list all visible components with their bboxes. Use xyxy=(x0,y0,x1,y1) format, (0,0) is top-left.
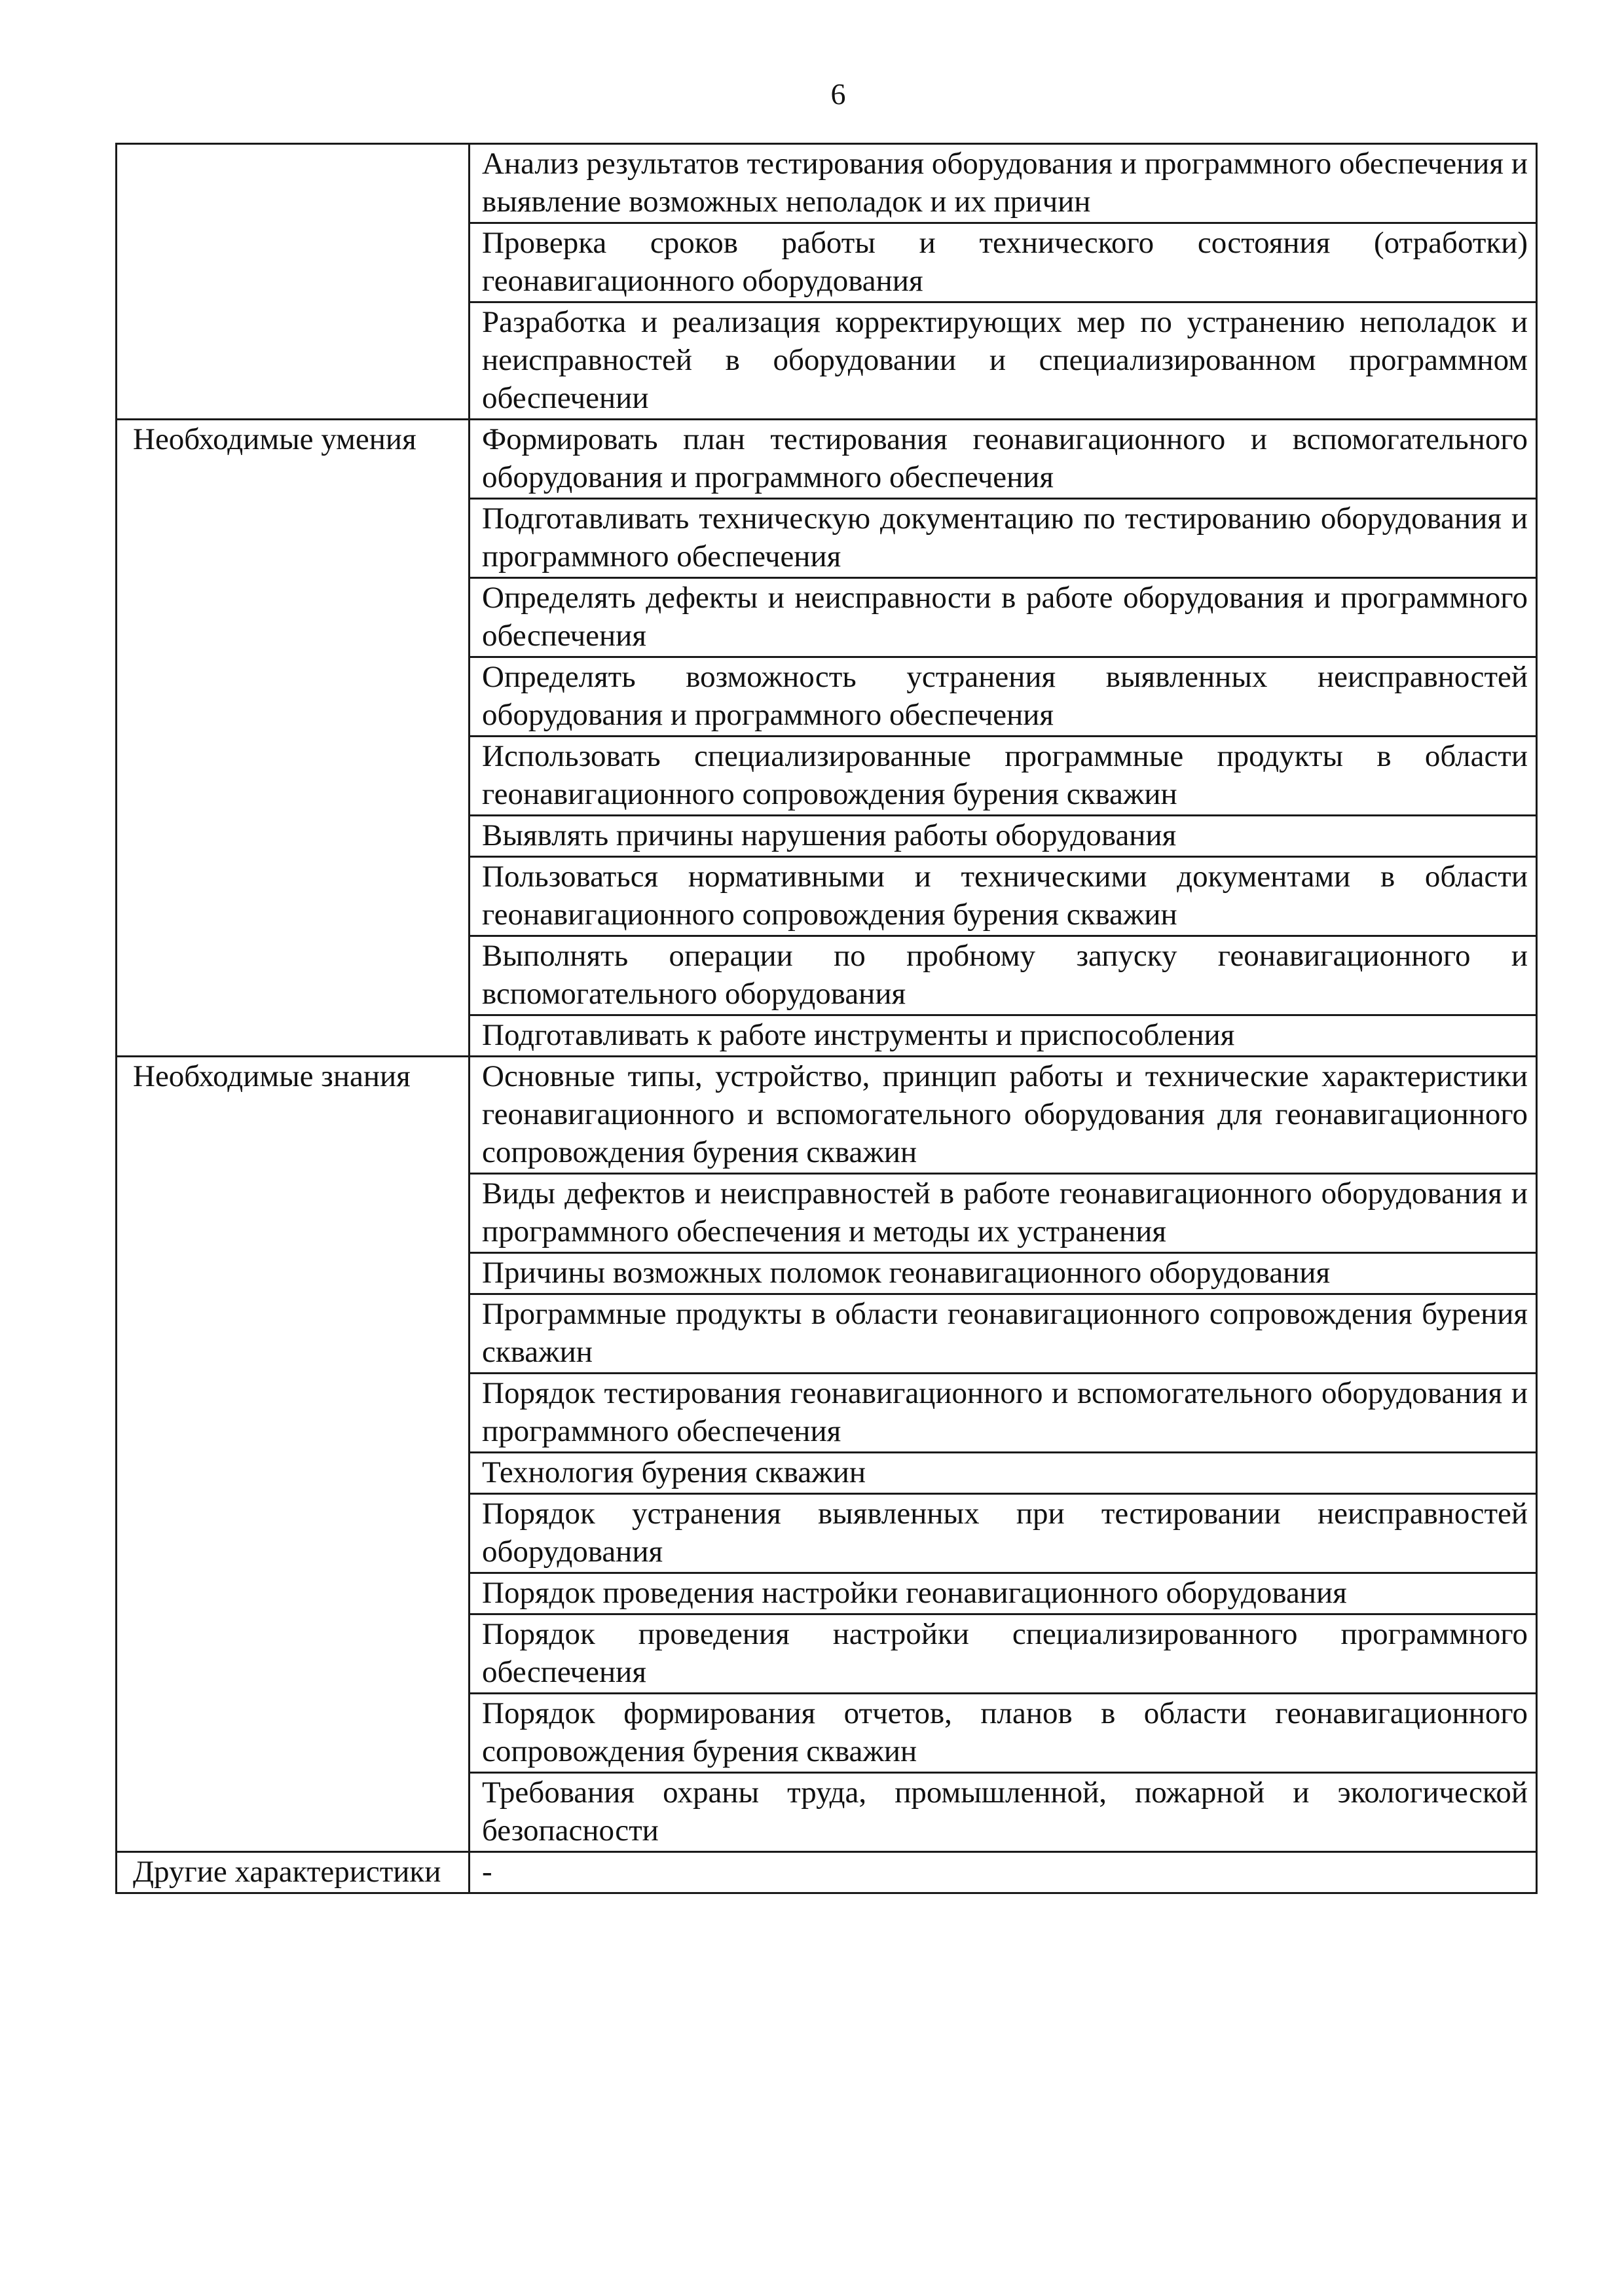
competency-table-body xyxy=(117,144,1537,1893)
section-item-cell: Порядок формирования отчетов, планов в области геонавигационного сопровождения бурения скважин xyxy=(470,1694,1537,1773)
section-item-cell: Подготавливать техническую документацию по тестированию оборудования и программного обеспечения xyxy=(470,499,1537,578)
section-label-cell: Необходимые знания xyxy=(117,1057,470,1852)
section-item-cell: Пользоваться нормативными и техническими документами в области геонавигационного сопровождения бурения скважин xyxy=(470,857,1537,936)
competency-table xyxy=(115,143,1538,1894)
section-item-cell: - xyxy=(470,1852,1537,1893)
section-item-cell: Разработка и реализация корректирующих мер по устранению неполадок и неисправностей в оборудовании и специализированном программном обеспечении xyxy=(470,302,1537,420)
section-item-cell: Определять дефекты и неисправности в работе оборудования и программного обеспечения xyxy=(470,578,1537,657)
section-item-cell: Порядок тестирования геонавигационного и вспомогательного оборудования и программного обеспечения xyxy=(470,1374,1537,1453)
section-label-cell xyxy=(117,144,470,420)
section-item-cell: Программные продукты в области геонавигационного сопровождения бурения скважин xyxy=(470,1294,1537,1374)
section-item-cell: Проверка сроков работы и технического состояния (отработки) геонавигационного оборудования xyxy=(470,223,1537,302)
section-label-cell: Необходимые умения xyxy=(117,420,470,1057)
section-item-cell: Определять возможность устранения выявленных неисправностей оборудования и программного обеспечения xyxy=(470,657,1537,737)
section-label-cell: Другие характеристики xyxy=(117,1852,470,1893)
page-number: 6 xyxy=(830,77,846,111)
section-item-cell: Порядок проведения настройки специализированного программного обеспечения xyxy=(470,1614,1537,1694)
section-item-cell: Порядок проведения настройки геонавигационного оборудования xyxy=(470,1573,1537,1614)
section-item-cell: Использовать специализированные программные продукты в области геонавигационного сопровождения бурения скважин xyxy=(470,737,1537,816)
table-row xyxy=(117,1057,1537,1174)
section-item-cell: Виды дефектов и неисправностей в работе геонавигационного оборудования и программного обеспечения и методы их устранения xyxy=(470,1174,1537,1253)
table-row xyxy=(117,144,1537,223)
section-item-cell: Причины возможных поломок геонавигационного оборудования xyxy=(470,1253,1537,1294)
section-item-cell: Анализ результатов тестирования оборудования и программного обеспечения и выявление возможных неполадок и их причин xyxy=(470,144,1537,223)
table-row xyxy=(117,420,1537,499)
section-item-cell: Подготавливать к работе инструменты и приспособления xyxy=(470,1015,1537,1057)
section-item-cell: Выполнять операции по пробному запуску геонавигационного и вспомогательного оборудования xyxy=(470,936,1537,1015)
section-item-cell: Выявлять причины нарушения работы оборудования xyxy=(470,816,1537,857)
table-row xyxy=(117,1852,1537,1893)
section-item-cell: Формировать план тестирования геонавигационного и вспомогательного оборудования и программного обеспечения xyxy=(470,420,1537,499)
section-item-cell: Технология бурения скважин xyxy=(470,1453,1537,1494)
section-item-cell: Порядок устранения выявленных при тестировании неисправностей оборудования xyxy=(470,1494,1537,1573)
section-item-cell: Основные типы, устройство, принцип работы и технические характеристики геонавигационного и вспомогательного оборудования для геонавигационного сопровождения бурения скважин xyxy=(470,1057,1537,1174)
section-item-cell: Требования охраны труда, промышленной, пожарной и экологической безопасности xyxy=(470,1773,1537,1852)
